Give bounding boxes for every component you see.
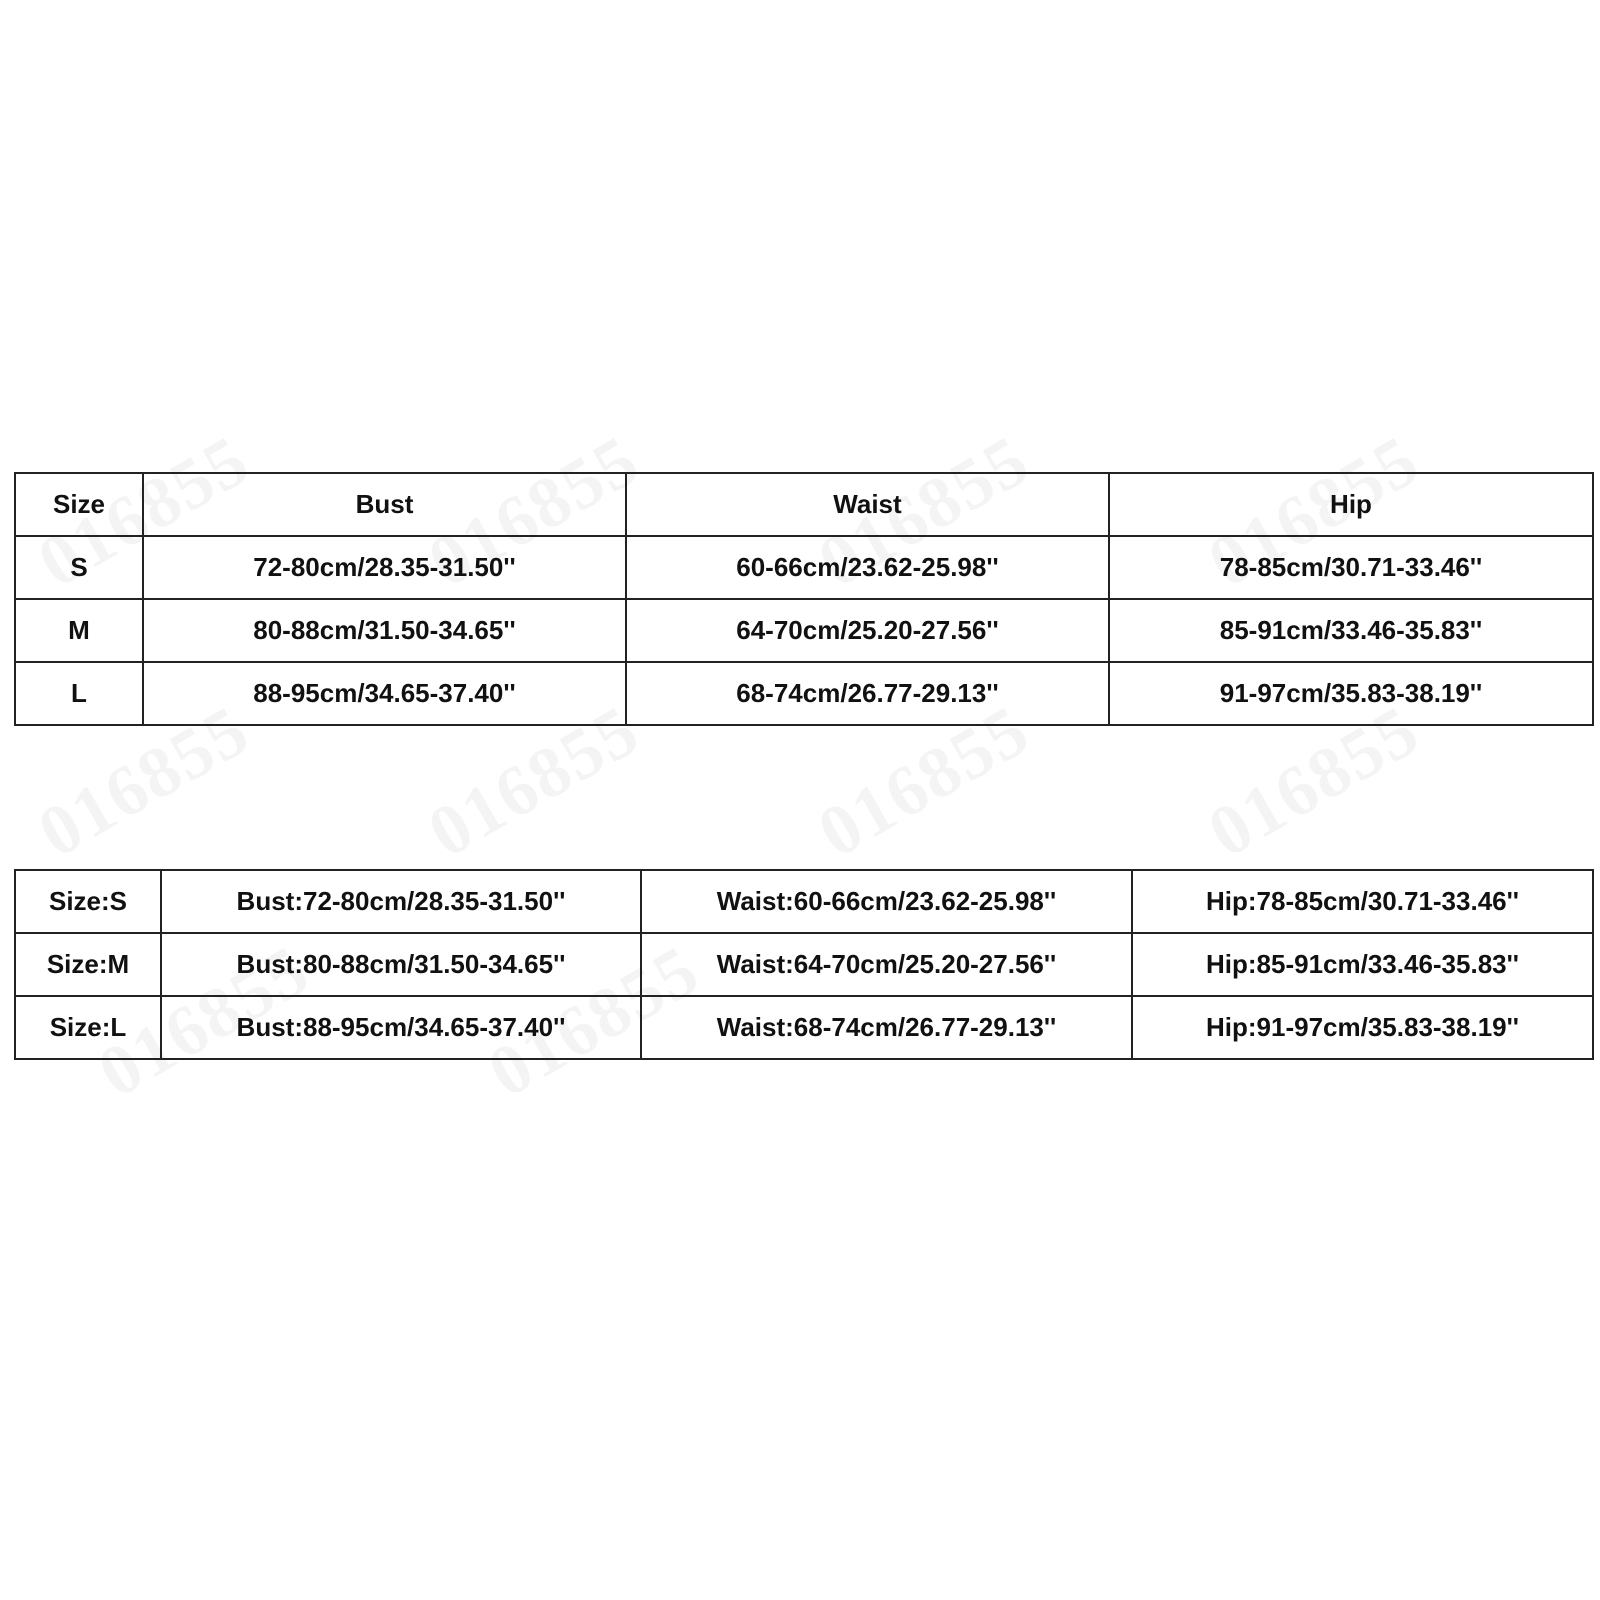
bust-cell: 72-80cm/28.35-31.50'' [143,536,626,599]
waist-cell: Waist:60-66cm/23.62-25.98'' [641,870,1132,933]
size-summary-table [14,869,1594,1060]
table-row [15,933,1593,996]
size-cell: Size:S [15,870,161,933]
size-cell: Size:M [15,933,161,996]
size-cell: M [15,599,143,662]
size-cell: L [15,662,143,725]
bust-cell: 80-88cm/31.50-34.65'' [143,599,626,662]
hip-cell: 91-97cm/35.83-38.19'' [1109,662,1593,725]
table-row [15,536,1593,599]
table-row [15,870,1593,933]
bust-cell: Bust:80-88cm/31.50-34.65'' [161,933,641,996]
hip-cell: 78-85cm/30.71-33.46'' [1109,536,1593,599]
table-row [15,996,1593,1059]
bust-cell: Bust:88-95cm/34.65-37.40'' [161,996,641,1059]
header-cell-hip: Hip [1109,473,1593,536]
waist-cell: 60-66cm/23.62-25.98'' [626,536,1109,599]
bust-cell: Bust:72-80cm/28.35-31.50'' [161,870,641,933]
hip-cell: Hip:91-97cm/35.83-38.19'' [1132,996,1593,1059]
header-cell-size: Size [15,473,143,536]
table-row [15,599,1593,662]
hip-cell: Hip:85-91cm/33.46-35.83'' [1132,933,1593,996]
waist-cell: Waist:68-74cm/26.77-29.13'' [641,996,1132,1059]
table-header-row [15,473,1593,536]
header-cell-bust: Bust [143,473,626,536]
waist-cell: 64-70cm/25.20-27.56'' [626,599,1109,662]
waist-cell: 68-74cm/26.77-29.13'' [626,662,1109,725]
hip-cell: 85-91cm/33.46-35.83'' [1109,599,1593,662]
hip-cell: Hip:78-85cm/30.71-33.46'' [1132,870,1593,933]
table-row [15,662,1593,725]
bust-cell: 88-95cm/34.65-37.40'' [143,662,626,725]
size-cell: S [15,536,143,599]
size-chart-table [14,472,1594,726]
size-cell: Size:L [15,996,161,1059]
header-cell-waist: Waist [626,473,1109,536]
waist-cell: Waist:64-70cm/25.20-27.56'' [641,933,1132,996]
